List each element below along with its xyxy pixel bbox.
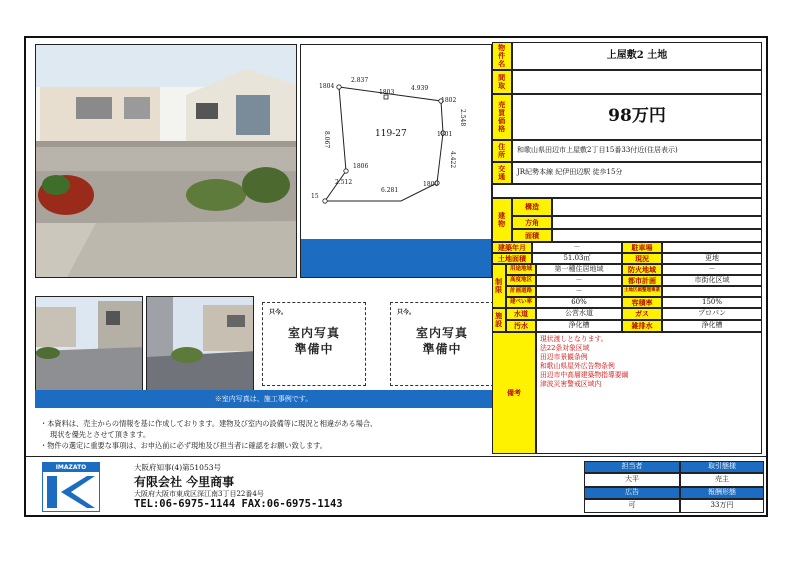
photo-caption-bar [35,390,492,408]
parking-value [662,242,762,253]
note-line-2: 法22条対象区域 [540,344,590,352]
fee-value: 33万円 [680,499,764,513]
dim-2837: 2.837 [351,77,369,84]
height-value: － [536,275,622,286]
built-label: 建築年月 [492,242,532,253]
price-value: 98万円 [512,94,762,140]
dim-2512: 2.512 [335,179,353,186]
photo-caption: ※室内写真は、施工事例です。 [214,395,313,403]
point-1806: 1806 [353,163,369,170]
parking-label: 駐車場 [622,242,662,253]
gas-value: プロパン [662,308,762,320]
restriction-label: 制限 [492,264,506,308]
note-line-5: 田辺市中高層建築物指導要綱 [540,371,629,379]
deal-type-header: 取引態様 [680,461,764,473]
pending-main-text-2: 室内写真 準備中 [415,326,468,357]
lot-number: 119-27 [375,129,407,139]
structure-label: 構造 [512,198,552,216]
land-area-value: 51.03㎡ [532,253,622,264]
fire-label: 防火地域 [622,264,662,275]
disclaimer-line-1: ・本資料は、売主からの情報を基に作成しております。建物及び室内の設備等に現況と相違がある場合、 [40,419,378,428]
dim-4939: 4.939 [411,85,429,92]
land-readjust-label: 土地区画整理事業 [622,286,662,297]
point-1800: 1800 [423,181,439,188]
lot-exterior-image [36,45,297,278]
notes-label: 備考 [492,332,536,454]
title-label: 物件名 [492,42,512,70]
notes-box [536,332,762,454]
transport-value: JR紀勢本線 紀伊田辺駅 徒歩15分 [512,162,762,184]
plot-blue-band [301,239,491,277]
building-label: 建物 [492,198,512,242]
sub-photo-1 [35,296,143,392]
dim-4422: 4.422 [449,151,456,169]
fire-value: － [662,264,762,275]
pending-small-text-1: 只今。 [269,309,288,316]
orientation-value [552,216,762,229]
drain-label: 雑排水 [622,320,662,332]
water-label: 水道 [506,308,536,320]
far-value: 150% [662,297,762,308]
footer-line [26,456,766,457]
disclaimer [40,418,500,451]
sub-photo-2 [146,296,254,392]
company-logo [42,462,100,512]
floor-area-value [552,229,762,242]
street-photo-image [36,297,143,392]
zoning-value: 第一種住居地域 [536,264,622,275]
point-1803: 1803 [379,89,395,96]
sewage-label: 汚水 [506,320,536,332]
blank-row [492,184,762,198]
dim-8067: 8.067 [323,131,330,149]
company-name: 有限会社 今里商事 [134,475,235,489]
layout-label: 間取 [492,70,512,94]
water-value: 公営水道 [536,308,622,320]
orientation-label: 方角 [512,216,552,229]
pending-main-text-1: 室内写真 準備中 [287,326,340,357]
built-value: － [532,242,622,253]
bcr-label: 建ぺい率 [506,297,536,308]
pending-small-text-2: 只今。 [397,309,416,316]
survey-plot [300,44,492,278]
note-line-4: 和歌山県屋外広告物条例 [540,362,615,370]
sewage-value: 浄化槽 [536,320,622,332]
ad-header: 広告 [584,487,680,499]
note-line-6: 津波災害警戒区域内 [540,380,602,388]
structure-value [552,198,762,216]
disclaimer-line-3: ・物件の選定に重要な事項は、お申込前に必ず現地及び担当者に確認をお願い致します。 [40,441,327,450]
point-1802: 1802 [441,97,457,104]
land-area-label: 土地面積 [492,253,532,264]
drain-value: 浄化槽 [662,320,762,332]
dim-2548: 2.548 [459,109,466,127]
company-license: 大阪府知事(4)第51053号 [134,463,221,472]
far-label: 容積率 [622,297,662,308]
company-tel[interactable]: TEL:06-6975-1144 FAX:06-6975-1143 [134,498,343,510]
dim-6281: 6.281 [381,187,399,194]
status-value: 更地 [662,253,762,264]
point-15: 15 [311,193,319,200]
facility-label: 施設 [492,308,506,332]
address-label: 住所 [492,140,512,162]
fee-header: 報酬形態 [680,487,764,499]
main-photo [35,44,297,278]
agent-header: 担当者 [584,461,680,473]
city-plan-value: 市街化区域 [662,275,762,286]
gas-label: ガス [622,308,662,320]
zoning-label: 用途地域 [506,264,536,275]
height-label: 高度地区 [506,275,536,286]
ad-value: 可 [584,499,680,513]
plan-road-value: － [536,286,622,297]
disclaimer-line-2: 現状を優先とさせて頂きます。 [50,430,151,439]
floor-area-label: 面積 [512,229,552,242]
interior-photo-pending-2 [390,302,494,386]
interior-photo-pending-1 [262,302,366,386]
point-1804: 1804 [319,83,335,90]
logo-mark-icon [43,472,99,512]
point-1801: 1801 [437,131,453,138]
property-sheet [24,36,768,517]
status-label: 現況 [622,253,662,264]
note-line-3: 田辺市景観条例 [540,353,588,361]
city-plan-label: 都市計画 [622,275,662,286]
plan-road-label: 計画道路 [506,286,536,297]
logo-text-band: IMAZATO [43,463,99,472]
agent-value: 大平 [584,473,680,487]
transport-label: 交通 [492,162,512,184]
deal-type-value: 売主 [680,473,764,487]
layout-value [512,70,762,94]
address-value: 和歌山県田辺市上屋敷2丁目15番33付近(住居表示) [512,140,762,162]
price-label: 売買価格 [492,94,512,140]
lot-side-photo-image [147,297,254,392]
land-readjust-value [662,286,762,297]
bcr-value: 60% [536,297,622,308]
property-name: 上屋敷2 土地 [512,42,762,70]
company-address: 大阪府大阪市東成区深江南3丁目22番4号 [134,490,264,498]
note-line-1: 現状渡しとなります。 [540,335,608,343]
